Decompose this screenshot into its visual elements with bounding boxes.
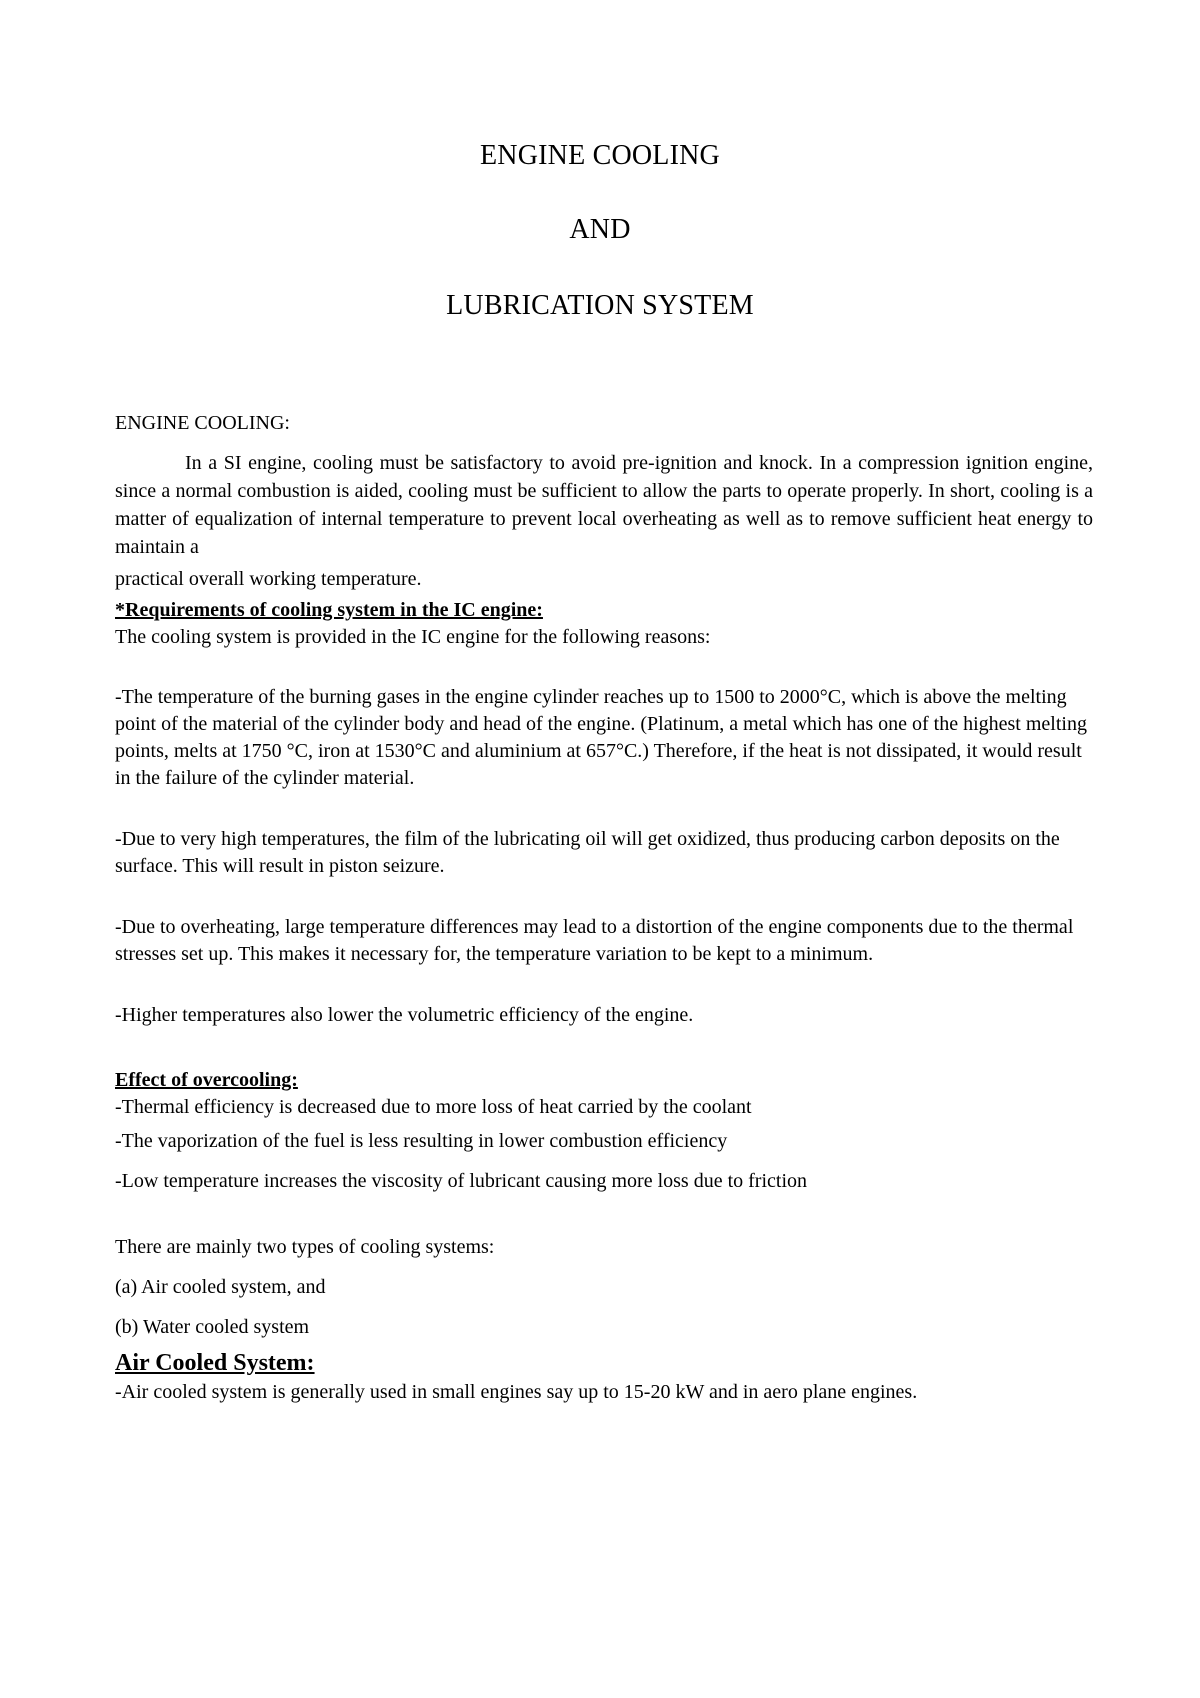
requirement-point-2: -Due to very high temperatures, the film of the lubricating oil will get oxidized, thus producing carbon deposits on the surface. This will result in piston seizure. (115, 828, 1060, 877)
cooling-type-a: (a) Air cooled system, and (115, 1276, 326, 1298)
air-cooled-heading: Air Cooled System: (115, 1350, 315, 1376)
intro-paragraph-end: practical overall working temperature. (115, 568, 422, 590)
requirement-point-3: -Due to overheating, large temperature differences may lead to a distortion of the engine components due to the thermal stresses set up. This makes it necessary for, the temperature variation to be kept to a minimum. (115, 916, 1074, 965)
requirement-point-4: -Higher temperatures also lower the volumetric efficiency of the engine. (115, 1004, 694, 1026)
requirements-heading: *Requirements of cooling system in the IC engine: (115, 599, 543, 621)
title-line-2: AND (569, 214, 631, 245)
document-body (115, 410, 1093, 1406)
requirement-point-1: -The temperature of the burning gases in the engine cylinder reaches up to 1500 to 2000°C, which is above the melting point of the material of the cylinder body and head of the engine. (Platinum, a metal which has one of the highest melting points, melts at 1750 °C, iron at 1530°C and aluminium at 657°C.) Therefore, if the heat is not dissipated, it would result in the failure of the cylinder material. (115, 686, 1087, 789)
overcooling-heading: Effect of overcooling: (115, 1069, 298, 1091)
overcooling-point-3: -Low temperature increases the viscosity of lubricant causing more loss due to friction (115, 1170, 808, 1192)
overcooling-point-1: -Thermal efficiency is decreased due to more loss of heat carried by the coolant (115, 1096, 752, 1118)
cooling-types-intro: There are mainly two types of cooling systems: (115, 1236, 495, 1258)
air-cooled-text: -Air cooled system is generally used in small engines say up to 15-20 kW and in aero plane engines. (115, 1381, 918, 1403)
requirements-intro: The cooling system is provided in the IC engine for the following reasons: (115, 626, 711, 648)
cooling-type-b: (b) Water cooled system (115, 1316, 310, 1338)
title-line-3: LUBRICATION SYSTEM (446, 290, 754, 321)
title-line-1: ENGINE COOLING (480, 140, 720, 171)
section-heading-engine-cooling: ENGINE COOLING: (115, 412, 290, 434)
intro-paragraph: In a SI engine, cooling must be satisfactory to avoid pre-ignition and knock. In a compression ignition engine, since a normal combustion is aided, cooling must be sufficient to allow the parts to operate properly. In short, cooling is a matter of equalization of internal temperature to prevent local overheating as well as to remove sufficient heat energy to maintain a (115, 452, 1093, 558)
overcooling-point-2: -The vaporization of the fuel is less resulting in lower combustion efficiency (115, 1130, 728, 1152)
